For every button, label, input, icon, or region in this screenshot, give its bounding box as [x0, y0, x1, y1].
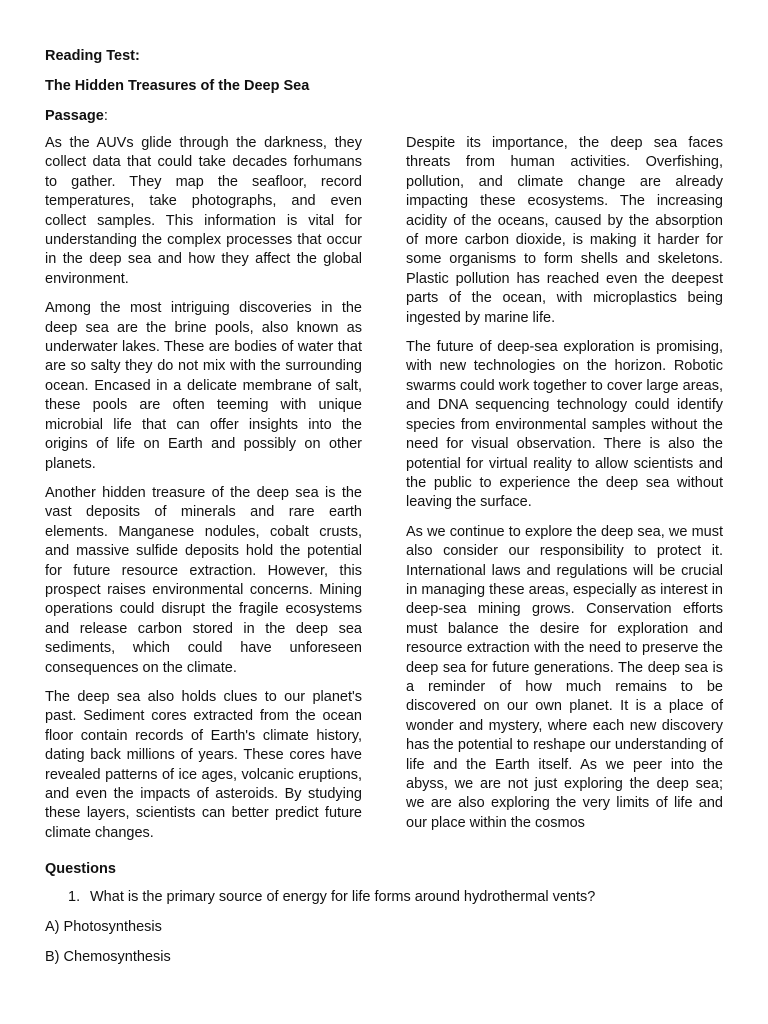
passage-paragraph: Another hidden treasure of the deep sea is the vast deposits of minerals and rare earth elements. Manganese nodules, cobalt crusts, and massive sulfide deposits hold the potential for future resource extraction. However, this prospect raises environmental concerns. Mining operations could disrupt the fragile ecosystems and release carbon stored in the deep sea sediments, which could have unforeseen consequences on the climate.: [45, 484, 362, 676]
passage-paragraph: Despite its importance, the deep sea faces threats from human activities. Overfishing, pollution, and climate change are already impacting these ecosystems. The increasing acidity of the oceans, caused by the absorption of more carbon dioxide, is making it harder for some organisms to form shells and skeletons. Plastic pollution has reached even the deepest parts of the ocean, with microplastics being ingested by marine life.: [406, 135, 723, 326]
passage-title: The Hidden Treasures of the Deep Sea: [45, 78, 310, 94]
answer-option-a: A) Photosynthesis: [45, 919, 162, 935]
question-text: What is the primary source of energy for life forms around hydrothermal vents?: [90, 889, 596, 905]
passage-label-colon: :: [103, 108, 108, 124]
passage-paragraph: As the AUVs glide through the darkness, they collect data that could take decades forhumans to gather. They map the seafloor, record temperatures, take photographs, and even collect samples. This information is vital for understanding the complex processes that occur in the deep sea and how they affect the global environment.: [45, 135, 362, 287]
passage-paragraph: The future of deep-sea exploration is promising, with new technologies on the horizon. Robotic swarms could work together to cover large areas, and DNA sequencing technology could identify species from environmental samples without the need for visual observation. There is also the potential for virtual reality to allow scientists and the public to experience the deep sea without leaving the surface.: [406, 339, 723, 511]
passage-paragraph: As we continue to explore the deep sea, we must also consider our responsibility to protect it. International laws and regulations will be crucial in managing these areas, especially as interest in deep-sea mining grows. Conservation efforts must balance the desire for exploration and resource extraction with the need to preserve the deep sea for future generations. The deep sea is a reminder of how much remains to be discovered on our own planet. It is a place of wonder and mystery, where each new discovery has the potential to reshape our understanding of life and the Earth itself. As we peer into the abyss, we are not just exploring the deep sea; we are also exploring the very limits of life and our place within the cosmos: [406, 523, 723, 831]
test-title: Reading Test:: [45, 48, 140, 64]
question-item: [68, 888, 595, 907]
answer-option-b: B) Chemosynthesis: [45, 949, 171, 965]
passage-label: [45, 107, 108, 125]
passage-paragraph: The deep sea also holds clues to our planet's past. Sediment cores extracted from the ocean floor contain records of Earth's climate history, dating back millions of years. These cores have revealed patterns of ice ages, volcanic eruptions, and even the impacts of asteroids. By studying these layers, scientists can better predict future climate changes.: [45, 688, 362, 841]
passage-paragraph: Among the most intriguing discoveries in the deep sea are the brine pools, also known as underwater lakes. These are bodies of water that are so salty they do not mix with the surrounding ocean. Encased in a delicate membrane of salt, these pools are often teeming with unique microbial life that can offer insights into the origins of life on Earth and possibly on other planets.: [45, 300, 362, 472]
question-number: 1.: [68, 889, 81, 905]
passage-column-left: [45, 134, 362, 853]
questions-heading: Questions: [45, 861, 116, 877]
passage-label-text: Passage: [45, 108, 104, 124]
passage-column-right: [406, 134, 723, 843]
